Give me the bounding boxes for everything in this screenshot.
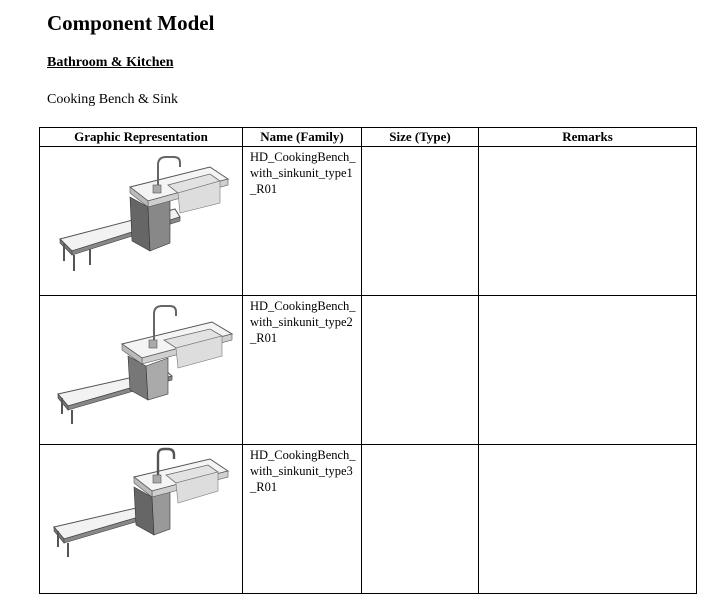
graphic-cell: [40, 296, 243, 445]
table-row: [40, 445, 697, 594]
family-name-cell: HD_CookingBench_with_sinkunit_type2_R01: [243, 296, 362, 445]
header-remarks: Remarks: [479, 128, 697, 147]
size-type-cell: [362, 296, 479, 445]
remarks-cell: [479, 296, 697, 445]
table-row: [40, 147, 697, 296]
graphic-cell: [40, 445, 243, 594]
cooking-bench-sink-image: [50, 149, 235, 289]
page-title: Component Model: [47, 11, 215, 35]
size-type-cell: [362, 445, 479, 594]
table-header-row: [40, 128, 697, 147]
header-graphic: Graphic Representation: [40, 128, 243, 147]
section-heading: Bathroom & Kitchen: [47, 55, 174, 70]
header-name: Name (Family): [243, 128, 362, 147]
family-name-cell: HD_CookingBench_with_sinkunit_type3_R01: [243, 445, 362, 594]
graphic-cell: [40, 147, 243, 296]
subsection-heading: Cooking Bench & Sink: [47, 92, 179, 107]
family-name-cell: HD_CookingBench_with_sinkunit_type1_R01: [243, 147, 362, 296]
cooking-bench-sink-image: [50, 447, 235, 587]
header-size: Size (Type): [362, 128, 479, 147]
remarks-cell: [479, 147, 697, 296]
table-row: [40, 296, 697, 445]
remarks-cell: [479, 445, 697, 594]
cooking-bench-sink-image: [50, 298, 235, 438]
component-table: [39, 127, 697, 594]
size-type-cell: [362, 147, 479, 296]
